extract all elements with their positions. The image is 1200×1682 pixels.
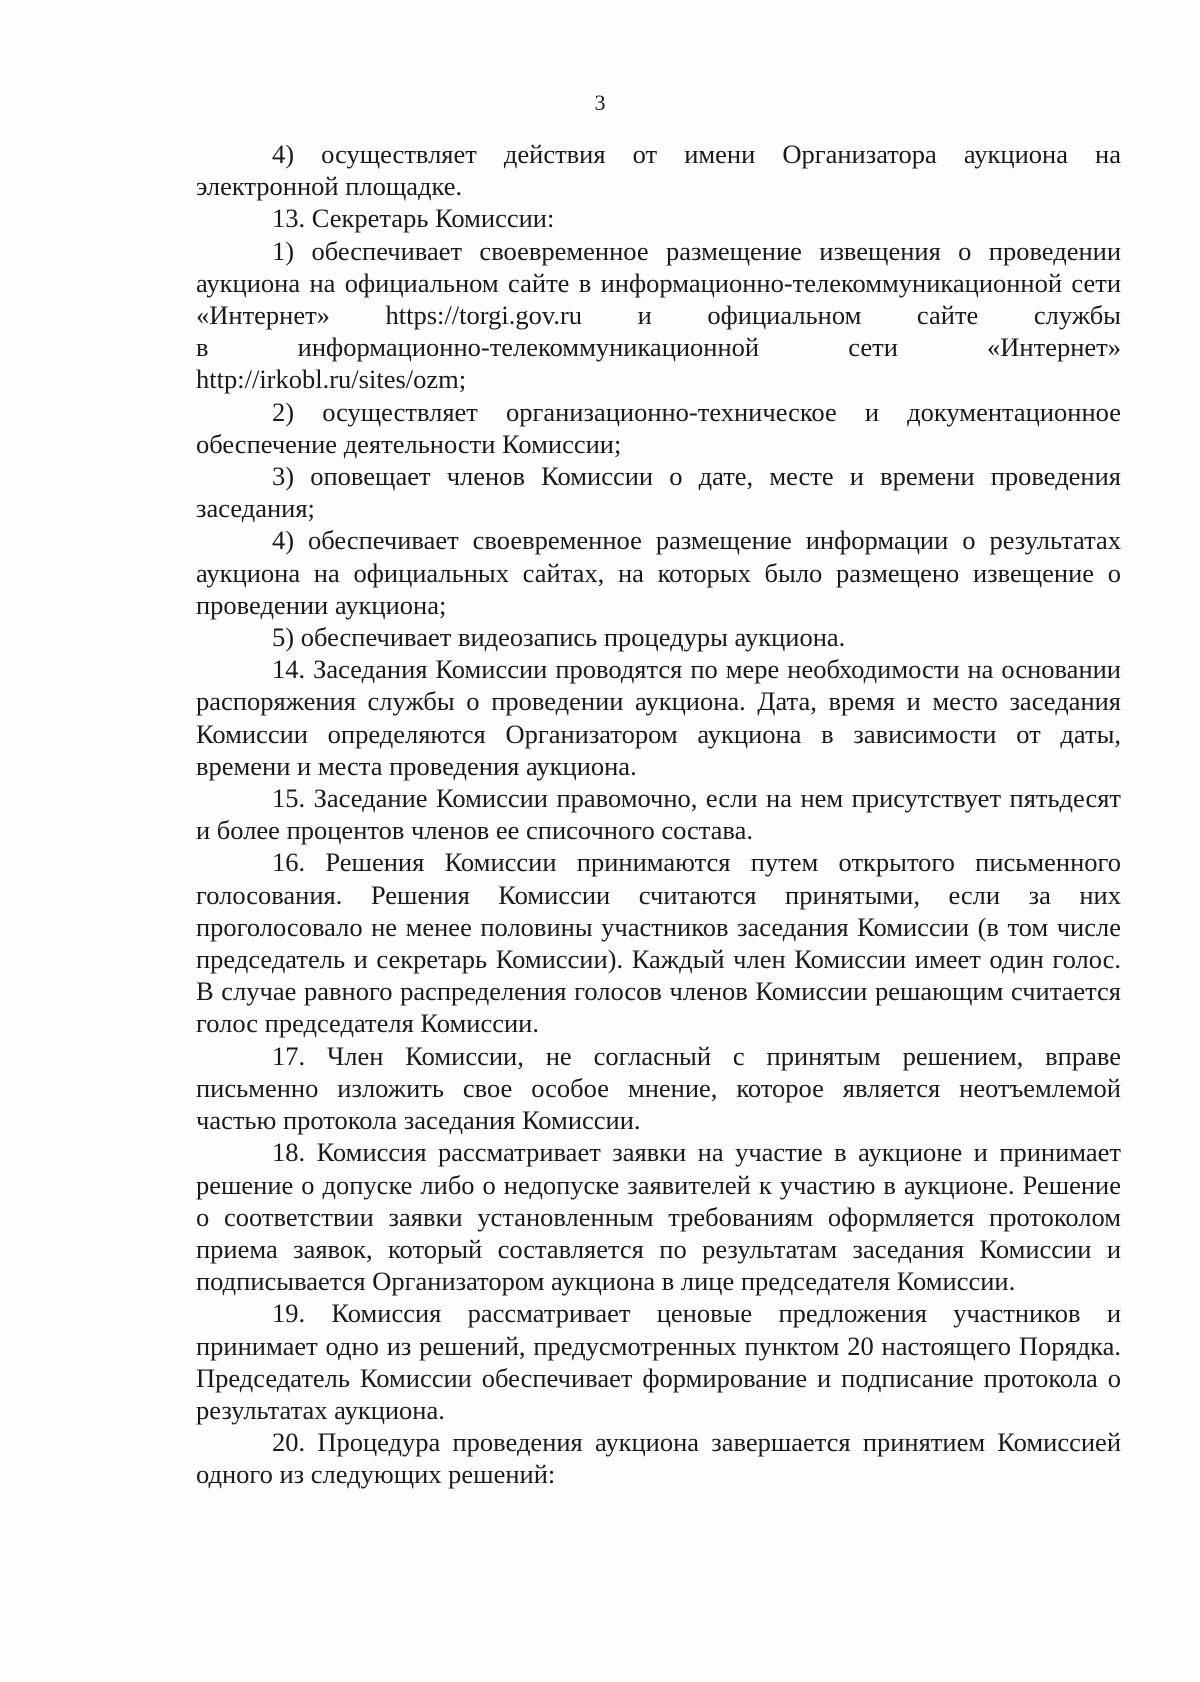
document-body xyxy=(196,138,1121,1491)
paragraph-13-1-continuation xyxy=(196,331,1121,363)
paragraph-16: 16. Решения Комиссии принимаются путем открытого письменного голосования. Решения Комиссии считаются принятыми, если за них проголосовало не менее половины участников заседания Комиссии (в том числе председатель и секретарь Комиссии). Каждый член Комиссии имеет один голос. В случае равного распределения голосов членов Комиссии решающим считается голос председателя Комиссии. xyxy=(196,847,1121,1039)
paragraph-13-2: 2) осуществляет организационно-техническое и документационное обеспечение деятельности Комиссии; xyxy=(196,396,1121,459)
paragraph-13-1-url: http://irkobl.ru/sites/ozm; xyxy=(196,364,467,395)
continuation-word: в xyxy=(196,332,209,363)
paragraph-19: 19. Комиссия рассматривает ценовые предложения участников и принимает одно из решений, предусмотренных пунктом 20 настоящего Порядка. Председатель Комиссии обеспечивает формирование и подписание протокола о результатах аукциона. xyxy=(196,1298,1121,1425)
paragraph-13-5: 5) обеспечивает видеозапись процедуры аукциона. xyxy=(272,622,846,653)
paragraph-13-3: 3) оповещает членов Комиссии о дате, месте и времени проведения заседания; xyxy=(196,461,1121,524)
paragraph-18: 18. Комиссия рассматривает заявки на участие в аукционе и принимает решение о допуске либо о недопуске заявителей к участию в аукционе. Решение о соответствии заявки установленным требованиям оформляется протоколом приема заявок, который составляется по результатам заседания Комиссии и подписывается Организатором аукциона в лице председателя Комиссии. xyxy=(196,1137,1121,1297)
paragraph-13-4: 4) обеспечивает своевременное размещение информации о результатах аукциона на официальных сайтах, на которых было размещено извещение о проведении аукциона; xyxy=(196,525,1121,620)
paragraph-17: 17. Член Комиссии, не согласный с принятым решением, вправе письменно изложить свое особое мнение, которое является неотъемлемой частью протокола заседания Комиссии. xyxy=(196,1040,1121,1136)
continuation-word: информационно-телекоммуникационной xyxy=(297,332,760,363)
continuation-word: сети xyxy=(848,332,898,363)
paragraph-14: 14. Заседания Комиссии проводятся по мере необходимости на основании распоряжения службы о проведении аукциона. Дата, время и место заседания Комиссии определяются Организатором аукциона в зависимости от даты, времени и места проведения аукциона. xyxy=(196,654,1121,781)
paragraph-13-1: 1) обеспечивает своевременное размещение извещения о проведении аукциона на официальном сайте в информационно-телекоммуникационной сети «Интернет» https://torgi.gov.ru и официальном сайте службы xyxy=(196,235,1121,331)
paragraph-12-4: 4) осуществляет действия от имени Организатора аукциона на электронной площадке. xyxy=(196,139,1121,202)
paragraph-15: 15. Заседание Комиссии правомочно, если на нем присутствует пятьдесят и более процентов членов ее списочного состава. xyxy=(196,783,1121,846)
continuation-word: «Интернет» xyxy=(987,332,1121,363)
paragraph-20: 20. Процедура проведения аукциона завершается принятием Комиссией одного из следующих решений: xyxy=(196,1427,1121,1490)
page-number: 3 xyxy=(594,90,606,115)
paragraph-13-heading: 13. Секретарь Комиссии: xyxy=(272,203,555,234)
